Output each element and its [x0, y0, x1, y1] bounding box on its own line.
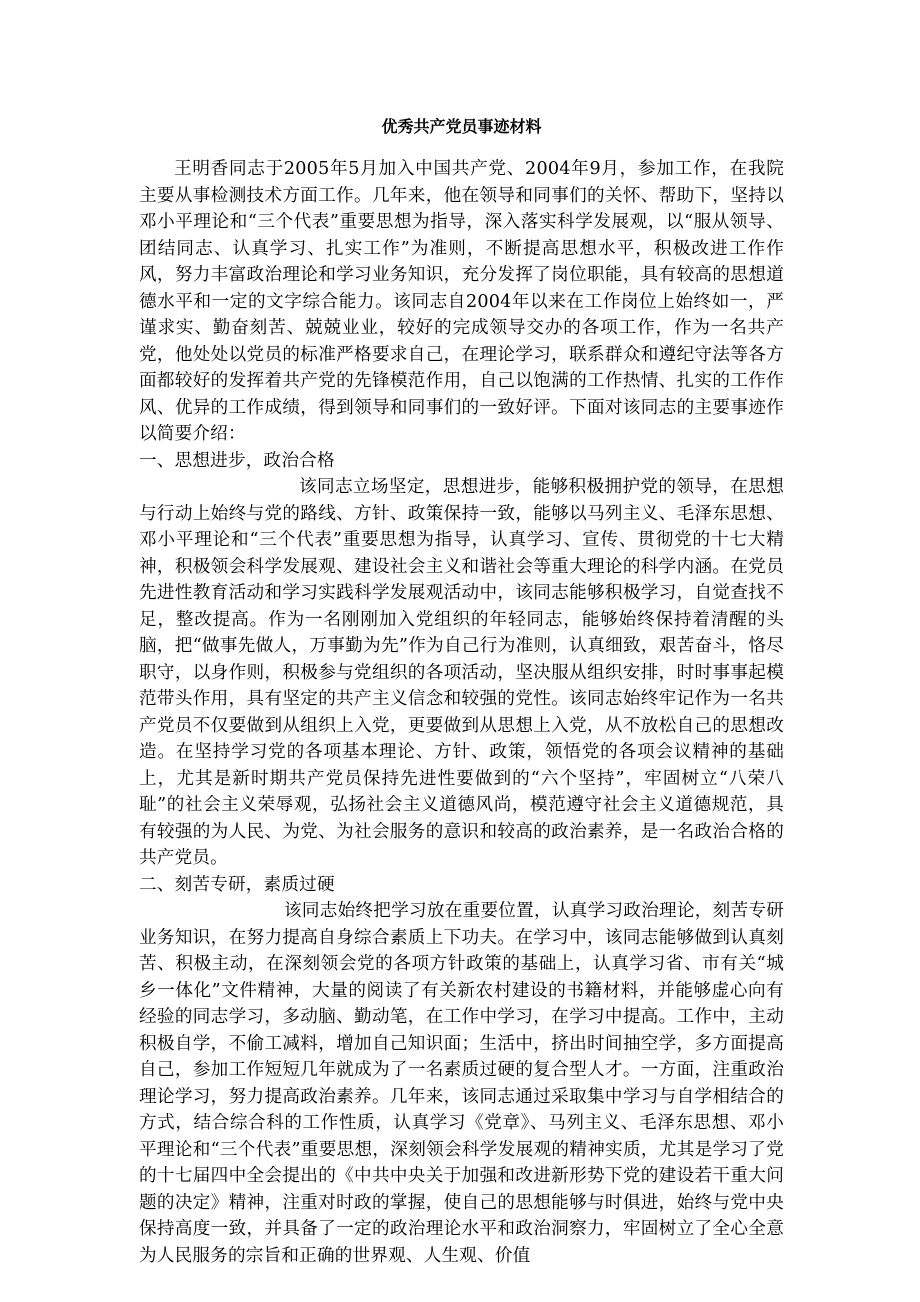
section-2-paragraph: 该同志始终把学习放在重要位置，认真学习政治理论，刻苦专研业务知识，在努力提高自身综合素质上下功夫。在学习中，该同志能够做到认真刻苦、积极主动，在深刻领会党的各项方针政策的基础上，认真学习省、市有关“城乡一体化”文件精神，大量的阅读了有关新农村建设的书籍材料，并能够虚心向有经验的同志学习，多动脑、勤动笔，在工作中学习，在学习中提高。工作中，主动积极自学，不偷工减料，增加自己知识面；生活中，挤出时间抽空学，多方面提高自己，参加工作短短几年就成为了一名素质过硬的复合型人才。一方面，注重政治理论学习，努力提高政治素养。几年来，该同志通过采取集中学习与自学相结合的方式，结合综合科的工作性质，认真学习《党章》、马列主义、毛泽东思想、邓小平理论和“三个代表”重要思想，深刻领会科学发展观的精神实质，尤其是学习了党的十七届四中全会提出的《中共中央关于加强和改进新形势下党的建设若干重大问题的决定》精神，注重对时政的掌握，使自己的思想能够与时俱进，始终与党中央保持高度一致，并具备了一定的政治理论水平和政治洞察力，牢固树立了全心全意为人民服务的宗旨和正确的世界观、人生观、价值 — [139, 901, 784, 1266]
document-page — [139, 116, 784, 1269]
section-2-heading: 二、刻苦专研，素质过硬 — [139, 874, 335, 895]
section-1-paragraph: 该同志立场坚定，思想进步，能够积极拥护党的领导，在思想与行动上始终与党的路线、方针、政策保持一致，能够以马列主义、毛泽东思想、邓小平理论和“三个代表”重要思想为指导，认真学习、宣传、贯彻党的十七大精神，积极领会科学发展观、建设社会主义和谐社会等重大理论的科学内涵。在党员先进性教育活动和学习实践科学发展观活动中，该同志能够积极学习，自觉查找不足，整改提高。作为一名刚刚加入党组织的年轻同志，能够始终保持着清醒的头脑，把“做事先做人，万事勤为先”作为自己行为准则，认真细致，艰苦奋斗，恪尽职守，以身作则，积极参与党组织的各项活动，坚决服从组织安排，时时事事起模范带头作用，具有坚定的共产主义信念和较强的党性。该同志始终牢记作为一名共产党员不仅要做到从组织上入党，更要做到从思想上入党，从不放松自己的思想改造。在坚持学习党的各项基本理论、方针、政策，领悟党的各项会议精神的基础上，尤其是新时期共产党员保持先进性要做到的“六个坚持”，牢固树立“八荣八耻”的社会主义荣辱观，弘扬社会主义道德风尚，模范遵守社会主义道德规范，具有较强的为人民、为党、为社会服务的意识和较高的政治素养，是一名政治合格的共产党员。 — [139, 477, 784, 868]
document-title: 优秀共产党员事迹材料 — [381, 117, 542, 136]
section-1-heading: 一、思想进步，政治合格 — [139, 450, 335, 471]
intro-paragraph: 王明香同志于2005年5月加入中国共产党、2004年9月，参加工作，在我院主要从事检测技术方面工作。几年来，他在领导和同事们的关怀、帮助下，坚持以邓小平理论和“三个代表”重要思想为指导，深入落实科学发展观，以“服从领导、团结同志、认真学习、扎实工作”为准则，不断提高思想水平，积极改进工作作风，努力丰富政治理论和学习业务知识，充分发挥了岗位职能，具有较高的思想道德水平和一定的文字综合能力。该同志自2004年以来在工作岗位上始终如一，严谨求实、勤奋刻苦、兢兢业业，较好的完成领导交办的各项工作，作为一名共产党，他处处以党员的标准严格要求自己，在理论学习，联系群众和遵纪守法等各方面都较好的发挥着共产党的先锋模范作用，自己以饱满的工作热情、扎实的工作作风、优异的工作成绩，得到领导和同事们的一致好评。下面对该同志的主要事迹作以简要介绍： — [139, 159, 784, 444]
